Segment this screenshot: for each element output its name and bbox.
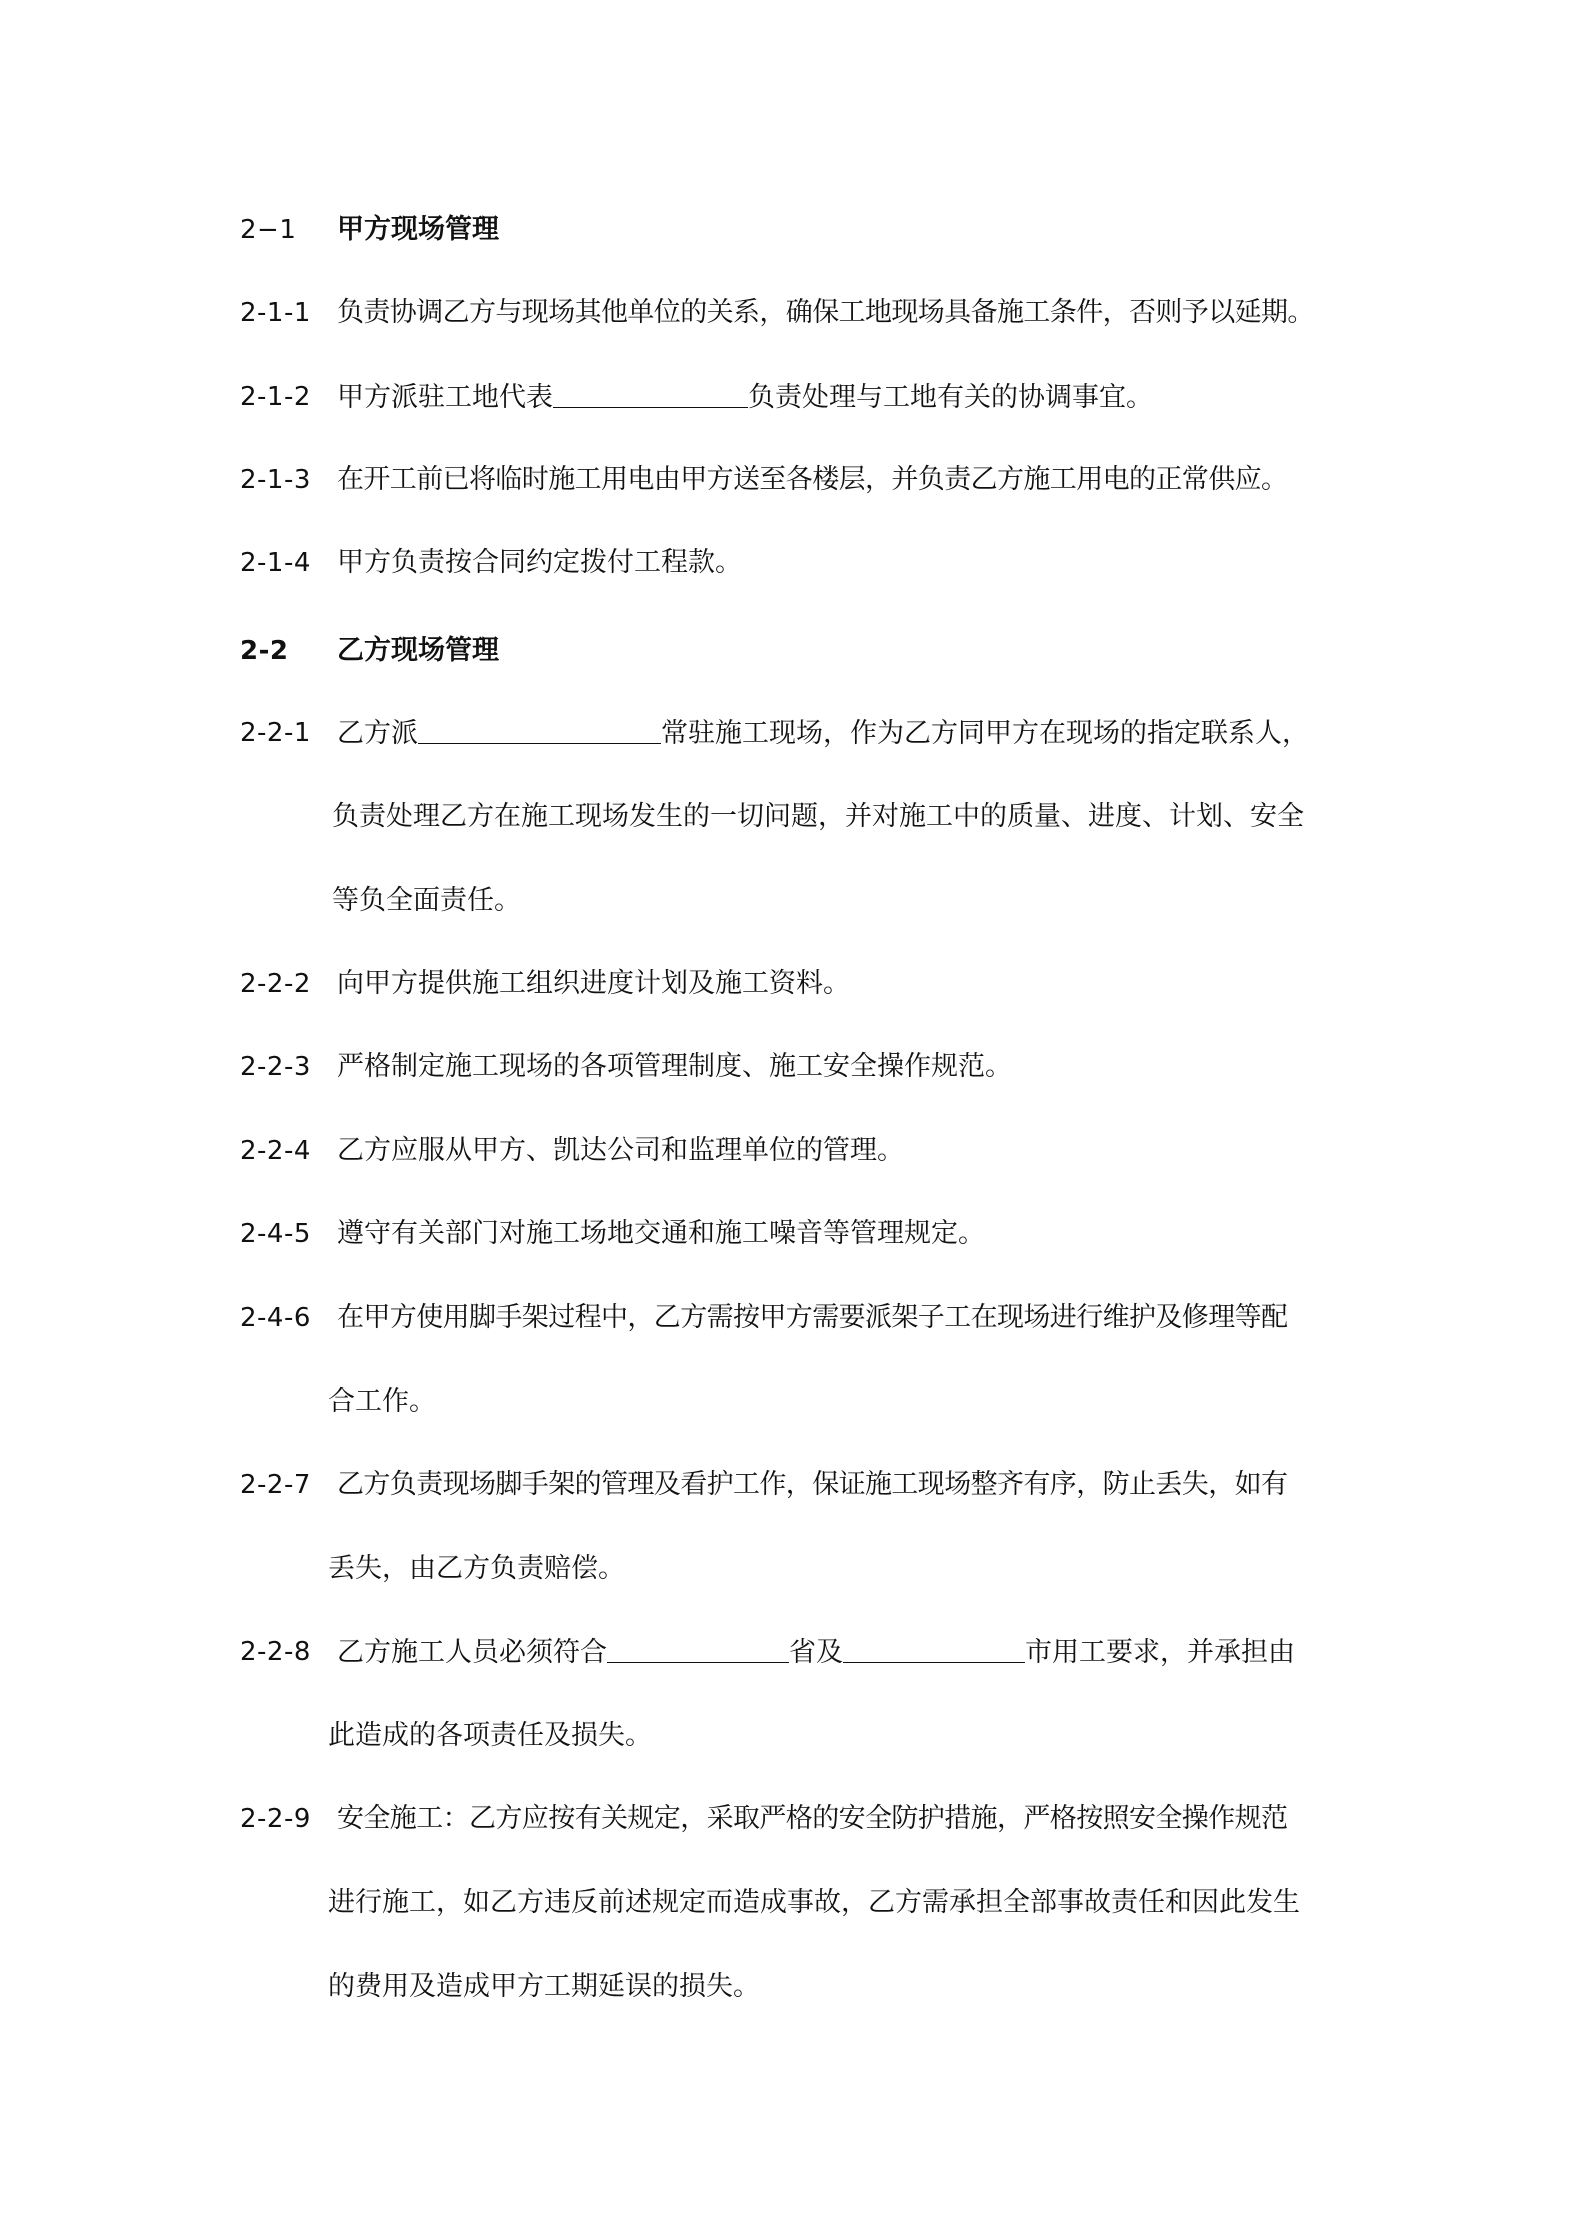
clause-number: 2-2-3 — [240, 1052, 311, 1082]
clause-2-2-1-continuation-2: 等负全面责任。 — [332, 885, 521, 916]
clause-number: 2-4-6 — [240, 1303, 311, 1333]
clause-text-after: 负责处理与工地有关的协调事宜。 — [748, 382, 1153, 413]
clause-number: 2-2-2 — [240, 969, 311, 999]
fill-in-blank-city[interactable] — [843, 1632, 1025, 1663]
clause-text: 乙方负责现场脚手架的管理及看护工作，保证施工现场整齐有序，防止丢失，如有 — [337, 1469, 1288, 1500]
clause-text — [337, 1632, 1295, 1673]
clause-number: 2-1-1 — [240, 298, 311, 328]
clause-2-2-8-continuation-1: 此造成的各项责任及损失。 — [328, 1720, 652, 1751]
section-number: 2−1 — [240, 215, 297, 245]
clause-2-2-7-continuation-1: 丢失，由乙方负责赔偿。 — [328, 1553, 625, 1584]
clause-number: 2-4-5 — [240, 1219, 311, 1249]
clause-number: 2-2-9 — [240, 1804, 311, 1834]
clause-text-before: 乙方派 — [337, 718, 418, 749]
section-title: 甲方现场管理 — [337, 214, 499, 245]
clause-number: 2-1-2 — [240, 382, 311, 412]
section-title: 乙方现场管理 — [337, 635, 499, 666]
clause-text: 乙方应服从甲方、凯达公司和监理单位的管理。 — [337, 1135, 904, 1166]
fill-in-blank-representative[interactable] — [553, 377, 748, 408]
clause-2-4-6-continuation-1: 合工作。 — [328, 1386, 436, 1417]
clause-text-before: 甲方派驻工地代表 — [337, 382, 553, 413]
clause-text: 负责协调乙方与现场其他单位的关系，确保工地现场具备施工条件，否则予以延期。 — [337, 297, 1314, 328]
clause-number: 2-2-4 — [240, 1136, 311, 1166]
clause-text-after: 市用工要求，并承担由 — [1025, 1637, 1295, 1668]
clause-2-2-1-continuation-1: 负责处理乙方在施工现场发生的一切问题，并对施工中的质量、进度、计划、安全 — [332, 801, 1304, 832]
clause-number: 2-1-3 — [240, 465, 311, 495]
fill-in-blank-province[interactable] — [607, 1632, 789, 1663]
fill-in-blank-contact-person[interactable] — [418, 713, 661, 744]
clause-text: 遵守有关部门对施工场地交通和施工噪音等管理规定。 — [337, 1218, 985, 1249]
clause-number: 2-2-8 — [240, 1637, 311, 1667]
clause-text-after: 常驻施工现场，作为乙方同甲方在现场的指定联系人， — [661, 718, 1309, 749]
clause-number: 2-2-1 — [240, 718, 311, 748]
clause-2-2-9-continuation-1: 进行施工，如乙方违反前述规定而造成事故，乙方需承担全部事故责任和因此发生 — [328, 1887, 1300, 1918]
clause-text — [337, 713, 1309, 754]
clause-text: 安全施工：乙方应按有关规定，采取严格的安全防护措施，严格按照安全操作规范 — [337, 1803, 1288, 1834]
clause-text — [337, 377, 1153, 418]
clause-number: 2-1-4 — [240, 548, 311, 578]
clause-text-before: 乙方施工人员必须符合 — [337, 1637, 607, 1668]
clause-text-mid: 省及 — [789, 1637, 843, 1668]
section-number: 2-2 — [240, 636, 289, 666]
clause-text: 在开工前已将临时施工用电由甲方送至各楼层，并负责乙方施工用电的正常供应。 — [337, 464, 1288, 495]
clause-text: 严格制定施工现场的各项管理制度、施工安全操作规范。 — [337, 1051, 1012, 1082]
clause-text: 在甲方使用脚手架过程中，乙方需按甲方需要派架子工在现场进行维护及修理等配 — [337, 1302, 1288, 1333]
clause-number: 2-2-7 — [240, 1470, 311, 1500]
clause-text: 向甲方提供施工组织进度计划及施工资料。 — [337, 968, 850, 999]
clause-2-2-9-continuation-2: 的费用及造成甲方工期延误的损失。 — [328, 1971, 760, 2002]
clause-text: 甲方负责按合同约定拨付工程款。 — [337, 547, 742, 578]
